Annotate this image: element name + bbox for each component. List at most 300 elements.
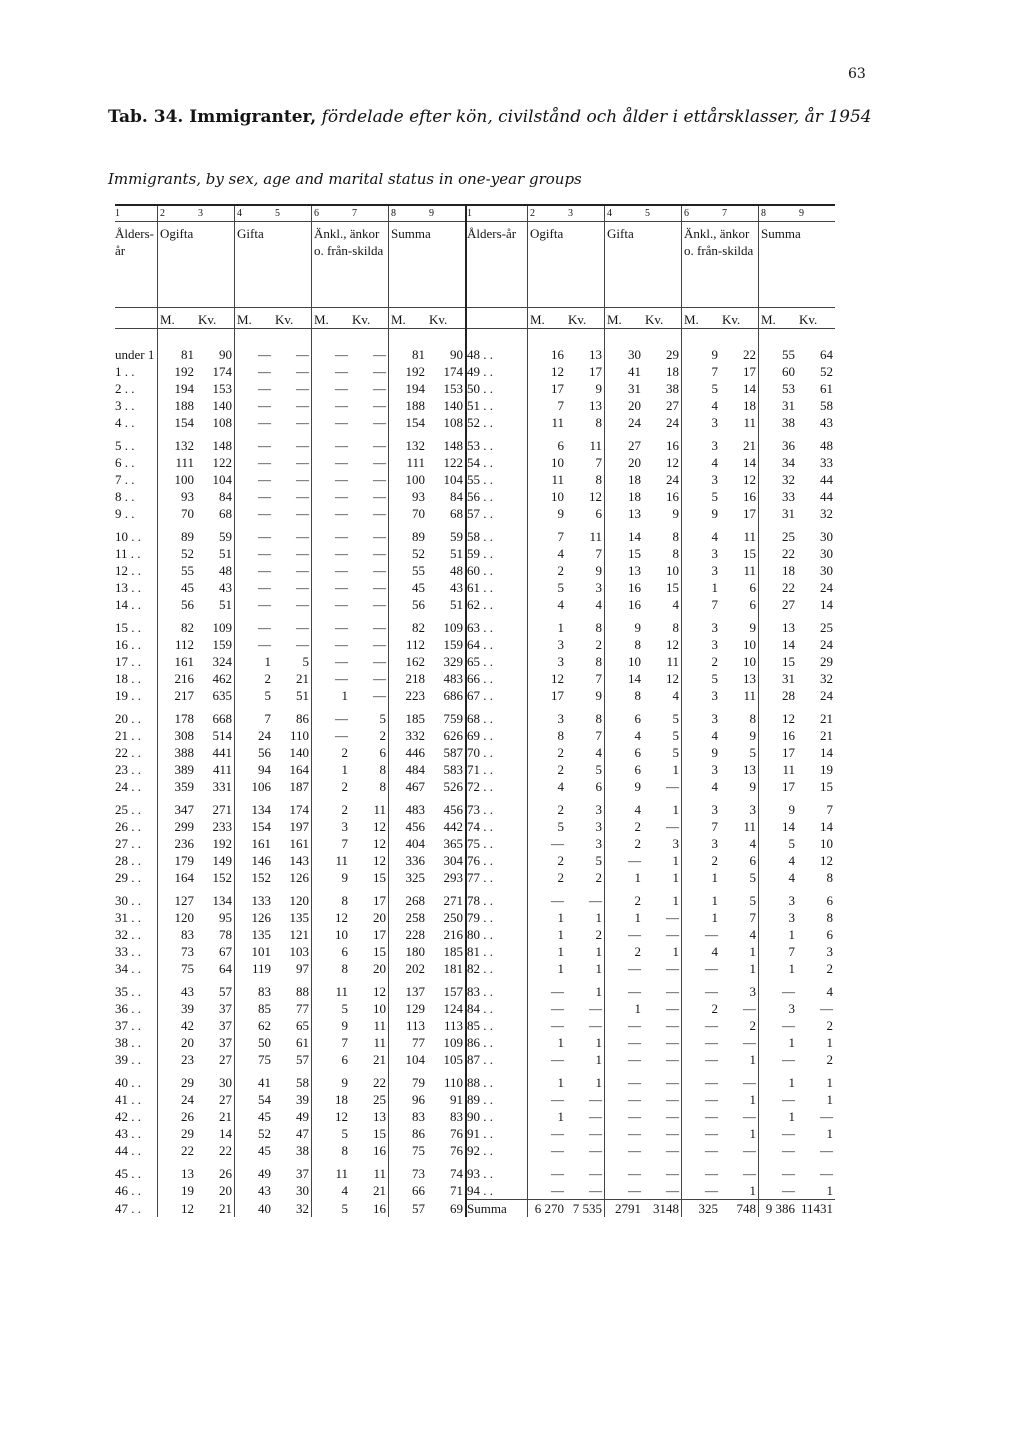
value-cell: 25 (350, 1091, 389, 1108)
value-cell: — (335, 597, 348, 612)
value-cell: 3 (788, 1001, 795, 1016)
value-cell: 174 (427, 363, 466, 380)
value-cell: 11 (566, 522, 605, 545)
value-cell: 32 (782, 472, 795, 487)
value-cell: 52 (258, 1126, 271, 1141)
value-cell: — (350, 613, 389, 636)
value-cell: 56 (181, 597, 194, 612)
value-cell: 11 (566, 431, 605, 454)
value-cell: 7 (341, 836, 348, 851)
value-cell: 40 (258, 1200, 271, 1216)
value-cell: 111 (175, 455, 194, 470)
value-cell: — (258, 546, 271, 561)
value-cell: 31 (782, 506, 795, 521)
table-row (115, 1091, 835, 1108)
empty-cell (528, 329, 567, 347)
age-label: 41 . . (115, 1091, 158, 1108)
value-cell: 3 (711, 802, 718, 817)
value-cell: 4 (788, 870, 795, 885)
age-label: 18 . . (115, 670, 158, 687)
age-label: 54 . . (466, 454, 528, 471)
value-cell: 29 (643, 346, 682, 363)
column-number: 9 (797, 205, 835, 222)
value-cell: 61 (273, 1034, 312, 1051)
value-cell: 7 (711, 364, 718, 379)
age-label: 24 . . (115, 778, 158, 795)
age-label: 11 . . (115, 545, 158, 562)
value-cell: 100 (174, 472, 194, 487)
value-cell: 388 (174, 745, 194, 760)
column-number: 8 (759, 205, 798, 222)
value-cell: 112 (405, 637, 425, 652)
value-cell: 9 (566, 687, 605, 704)
value-cell: 7 (566, 545, 605, 562)
column-number: 5 (273, 205, 312, 222)
value-cell: 31 (782, 671, 795, 686)
value-cell: 31 (782, 398, 795, 413)
value-cell: — (628, 1035, 641, 1050)
column-number: 7 (350, 205, 389, 222)
value-cell: — (643, 778, 682, 795)
value-cell: 112 (174, 637, 194, 652)
value-cell: — (566, 1000, 605, 1017)
value-cell: 94 (258, 762, 271, 777)
table-row (115, 471, 835, 488)
age-label: 36 . . (115, 1000, 158, 1017)
value-cell: — (335, 637, 348, 652)
sex-label-kv: Kv. (350, 308, 389, 329)
value-cell: — (628, 1166, 641, 1181)
value-cell: 70 (181, 506, 194, 521)
value-cell: 2 (634, 836, 641, 851)
empty-cell (350, 329, 389, 347)
value-cell: 1 (566, 943, 605, 960)
value-cell: 4 (634, 802, 641, 817)
empty-cell (682, 329, 721, 347)
value-cell: — (643, 818, 682, 835)
value-cell: 5 (566, 852, 605, 869)
value-cell: 626 (427, 727, 466, 744)
table-row (115, 744, 835, 761)
value-cell: — (273, 545, 312, 562)
value-cell: 2 (826, 961, 833, 976)
value-cell: 14 (820, 597, 833, 612)
value-cell: — (335, 438, 348, 453)
value-cell: 389 (174, 762, 194, 777)
value-cell: 8 (643, 545, 682, 562)
value-cell: — (566, 1125, 605, 1142)
age-label: 58 . . (466, 522, 528, 545)
value-cell: 179 (174, 853, 194, 868)
value-cell: 484 (405, 762, 425, 777)
value-cell: 8 (341, 893, 348, 908)
value-cell: 51 (273, 687, 312, 704)
value-cell: 30 (196, 1068, 235, 1091)
value-cell: 3 (566, 579, 605, 596)
value-cell: — (335, 489, 348, 504)
value-cell: 1 (720, 1051, 759, 1068)
value-cell: 95 (196, 909, 235, 926)
value-cell: 11 (350, 1034, 389, 1051)
value-cell: 84 (196, 488, 235, 505)
value-cell: 228 (405, 927, 425, 942)
value-cell: 1 (643, 886, 682, 909)
age-label: 75 . . (466, 835, 528, 852)
value-cell: 47 (273, 1125, 312, 1142)
value-cell: 236 (174, 836, 194, 851)
value-cell: 44 (820, 472, 833, 487)
value-cell: 5 (264, 688, 271, 703)
age-label: 74 . . (466, 818, 528, 835)
age-label: 9 . . (115, 505, 158, 522)
value-cell: 12 (350, 835, 389, 852)
value-cell: 21 (350, 1051, 389, 1068)
table-row (115, 562, 835, 579)
value-cell: 76 (427, 1142, 466, 1159)
age-label: 19 . . (115, 687, 158, 704)
value-cell: 14 (820, 819, 833, 834)
value-cell: 526 (427, 778, 466, 795)
value-cell: — (350, 346, 389, 363)
value-cell: 24 (258, 728, 271, 743)
age-label: 7 . . (115, 471, 158, 488)
value-cell: — (273, 562, 312, 579)
empty-cell (643, 329, 682, 347)
value-cell: 23 (181, 1052, 194, 1067)
value-cell: — (551, 1052, 564, 1067)
value-cell: — (705, 1075, 718, 1090)
value-cell: — (350, 522, 389, 545)
value-cell: 122 (427, 454, 466, 471)
value-cell: — (643, 977, 682, 1000)
value-cell: 18 (643, 363, 682, 380)
value-cell: 75 (258, 1052, 271, 1067)
value-cell: — (643, 1051, 682, 1068)
value-cell: 4 (557, 597, 564, 612)
value-cell: 93 (181, 489, 194, 504)
value-cell: 51 (196, 545, 235, 562)
value-cell: — (335, 472, 348, 487)
value-cell: 162 (405, 654, 425, 669)
value-cell: 1 (720, 1182, 759, 1200)
value-cell: 6 270 (528, 1200, 567, 1218)
value-cell: — (273, 505, 312, 522)
value-cell: 15 (350, 869, 389, 886)
value-cell: 3 (711, 688, 718, 703)
value-cell: 51 (427, 596, 466, 613)
age-label: 80 . . (466, 926, 528, 943)
value-cell: — (350, 471, 389, 488)
value-cell: 53 (782, 381, 795, 396)
value-cell: 3 (711, 415, 718, 430)
value-cell: 14 (628, 529, 641, 544)
value-cell: 3 (788, 910, 795, 925)
table-title (108, 104, 928, 130)
value-cell: 84 (427, 488, 466, 505)
value-cell: 10 (350, 1000, 389, 1017)
value-cell: 17 (782, 745, 795, 760)
value-cell: 5 (557, 580, 564, 595)
value-cell: 11 (335, 853, 348, 868)
value-cell: 140 (427, 397, 466, 414)
value-cell: — (643, 926, 682, 943)
age-label: 72 . . (466, 778, 528, 795)
value-cell: 17 (350, 926, 389, 943)
value-cell: 12 (551, 671, 564, 686)
age-label: 2 . . (115, 380, 158, 397)
table-row (115, 926, 835, 943)
value-cell: — (335, 364, 348, 379)
value-cell: 9 (341, 1075, 348, 1090)
value-cell: 6 (634, 745, 641, 760)
value-cell: — (705, 1035, 718, 1050)
value-cell: — (350, 545, 389, 562)
value-cell: 16 (350, 1142, 389, 1159)
value-cell: — (566, 1142, 605, 1159)
value-cell: 5 (341, 1001, 348, 1016)
value-cell: — (551, 1001, 564, 1016)
value-cell: 3 (711, 563, 718, 578)
age-label: 35 . . (115, 977, 158, 1000)
table-row (115, 505, 835, 522)
value-cell: 6 (826, 927, 833, 942)
value-cell: 154 (405, 415, 425, 430)
value-cell: 7 535 (566, 1200, 605, 1218)
age-label: 76 . . (466, 852, 528, 869)
value-cell: 12 (350, 852, 389, 869)
value-cell: 57 (273, 1051, 312, 1068)
value-cell: 122 (196, 454, 235, 471)
value-cell: 13 (720, 670, 759, 687)
value-cell: — (628, 1018, 641, 1033)
value-cell: — (566, 1017, 605, 1034)
value-cell: 82 (412, 620, 425, 635)
value-cell: 41 (258, 1075, 271, 1090)
value-cell: — (258, 620, 271, 635)
value-cell: 64 (820, 347, 833, 362)
age-label: 86 . . (466, 1034, 528, 1051)
value-cell: 109 (427, 613, 466, 636)
value-cell: 1 (557, 910, 564, 925)
value-cell: 4 (566, 596, 605, 613)
column-number: 3 (566, 205, 605, 222)
value-cell: 33 (782, 489, 795, 504)
value-cell: 668 (196, 704, 235, 727)
value-cell: 185 (405, 711, 425, 726)
empty-cell (312, 329, 351, 347)
value-cell: 13 (566, 397, 605, 414)
value-cell: 38 (273, 1142, 312, 1159)
empty-cell (115, 308, 158, 329)
value-cell: 587 (427, 744, 466, 761)
value-cell: 1 (711, 870, 718, 885)
value-cell: 233 (196, 818, 235, 835)
value-cell: 9 (720, 778, 759, 795)
value-cell: 154 (174, 415, 194, 430)
value-cell: 59 (196, 522, 235, 545)
column-number: 9 (427, 205, 466, 222)
value-cell: 3 (557, 637, 564, 652)
value-cell: 65 (273, 1017, 312, 1034)
age-label: 91 . . (466, 1125, 528, 1142)
immigrant-table (115, 204, 835, 1217)
value-cell: 9 (634, 620, 641, 635)
value-cell: 134 (196, 886, 235, 909)
value-cell: 10 (720, 653, 759, 670)
value-cell: 11 (335, 984, 348, 999)
value-cell: 329 (427, 653, 466, 670)
value-cell: — (273, 636, 312, 653)
age-label: 47 . . (115, 1200, 158, 1218)
value-cell: 39 (181, 1001, 194, 1016)
value-cell: 135 (273, 909, 312, 926)
value-cell: 5 (711, 381, 718, 396)
value-cell: 48 (820, 438, 833, 453)
value-cell: 178 (174, 711, 194, 726)
age-label: 67 . . (466, 687, 528, 704)
value-cell: — (350, 596, 389, 613)
age-label: 70 . . (466, 744, 528, 761)
value-cell: 27 (196, 1091, 235, 1108)
value-cell: 2 (566, 926, 605, 943)
value-cell: 20 (628, 455, 641, 470)
value-cell: 8 (341, 961, 348, 976)
age-label: 56 . . (466, 488, 528, 505)
value-cell: 61 (820, 381, 833, 396)
value-cell: 20 (196, 1182, 235, 1200)
value-cell: 12 (350, 818, 389, 835)
value-cell: — (273, 471, 312, 488)
value-cell: 456 (427, 795, 466, 818)
value-cell: 192 (196, 835, 235, 852)
value-cell: 7 (720, 909, 759, 926)
value-cell: — (820, 1109, 833, 1124)
value-cell: 12 (335, 1109, 348, 1124)
value-cell: 24 (820, 580, 833, 595)
value-cell: 24 (181, 1092, 194, 1107)
value-cell: 149 (196, 852, 235, 869)
value-cell: 1 (826, 1183, 833, 1198)
value-cell: 2 (711, 654, 718, 669)
value-cell: 271 (427, 886, 466, 909)
value-cell: — (705, 1183, 718, 1198)
value-cell: 11 (350, 1159, 389, 1182)
age-label: 44 . . (115, 1142, 158, 1159)
value-cell: 49 (273, 1108, 312, 1125)
value-cell: 55 (412, 563, 425, 578)
value-cell: 2 (557, 563, 564, 578)
value-cell: 60 (782, 364, 795, 379)
value-cell: — (628, 1126, 641, 1141)
value-cell: 180 (405, 944, 425, 959)
value-cell: 216 (174, 671, 194, 686)
value-cell: 1 (341, 688, 348, 703)
value-cell: — (643, 1182, 682, 1200)
age-label: 8 . . (115, 488, 158, 505)
value-cell: 113 (405, 1018, 425, 1033)
value-cell: 686 (427, 687, 466, 704)
value-cell: — (566, 1159, 605, 1182)
age-label: 89 . . (466, 1091, 528, 1108)
value-cell: — (628, 927, 641, 942)
age-label: 79 . . (466, 909, 528, 926)
age-label: 15 . . (115, 613, 158, 636)
value-cell: 8 (566, 414, 605, 431)
value-cell: 21 (196, 1108, 235, 1125)
value-cell: 6 (566, 505, 605, 522)
value-cell: 58 (820, 398, 833, 413)
value-cell: 22 (196, 1142, 235, 1159)
value-cell: 24 (628, 415, 641, 430)
value-cell: 30 (628, 347, 641, 362)
value-cell: 5 (711, 489, 718, 504)
sex-label-kv: Kv. (720, 308, 759, 329)
value-cell: — (258, 637, 271, 652)
value-cell: 10 (551, 455, 564, 470)
value-cell: 126 (273, 869, 312, 886)
value-cell: 11 (782, 762, 795, 777)
value-cell: 82 (181, 620, 194, 635)
value-cell: 1 (711, 580, 718, 595)
value-cell: 15 (782, 654, 795, 669)
sex-label-kv: Kv. (797, 308, 835, 329)
value-cell: 11 (643, 653, 682, 670)
value-cell: 258 (405, 910, 425, 925)
value-cell: 140 (273, 744, 312, 761)
sex-label-m: M. (605, 308, 644, 329)
value-cell: 4 (711, 944, 718, 959)
value-cell: 12 (820, 853, 833, 868)
value-cell: 1 (557, 1035, 564, 1050)
age-label: 14 . . (115, 596, 158, 613)
table-row (115, 545, 835, 562)
value-cell: 304 (427, 852, 466, 869)
value-cell: 2 (566, 636, 605, 653)
value-cell: 483 (427, 670, 466, 687)
age-label: 55 . . (466, 471, 528, 488)
value-cell: 26 (196, 1159, 235, 1182)
value-cell: 75 (181, 961, 194, 976)
value-cell: 16 (720, 488, 759, 505)
value-cell: 21 (820, 711, 833, 726)
value-cell: — (720, 1000, 759, 1017)
value-cell: 6 (341, 944, 348, 959)
value-cell: 41 (628, 364, 641, 379)
value-cell: — (350, 431, 389, 454)
value-cell: 6 (566, 778, 605, 795)
value-cell: 5 (341, 1200, 348, 1216)
age-label: 25 . . (115, 795, 158, 818)
value-cell: 159 (427, 636, 466, 653)
header-row (115, 222, 835, 308)
value-cell: — (273, 596, 312, 613)
value-cell: 32 (820, 671, 833, 686)
age-label: 20 . . (115, 704, 158, 727)
value-cell: 22 (782, 546, 795, 561)
value-cell: — (566, 886, 605, 909)
value-cell: 6 (826, 893, 833, 908)
value-cell: 7 (711, 819, 718, 834)
value-cell: 759 (427, 704, 466, 727)
value-cell: 12 (350, 977, 389, 1000)
age-label: 62 . . (466, 596, 528, 613)
value-cell: 13 (566, 346, 605, 363)
value-cell: 109 (427, 1034, 466, 1051)
table-row (115, 1142, 835, 1159)
value-cell: — (705, 1052, 718, 1067)
value-cell: — (335, 415, 348, 430)
value-cell: 126 (251, 910, 271, 925)
